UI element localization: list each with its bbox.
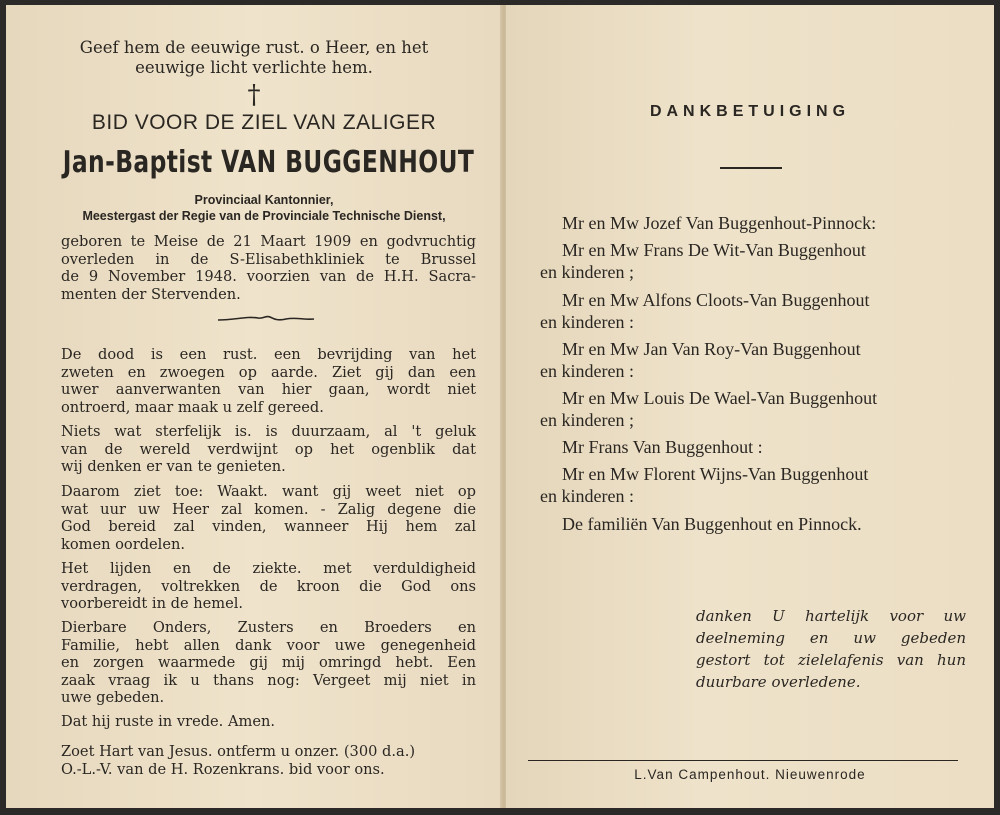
family-entry-cont: en kinderen ; (540, 410, 634, 430)
family-entry-cont: en kinderen : (540, 361, 634, 381)
title-dash (720, 167, 782, 169)
printer-credit: L.Van Campenhout. Nieuwenrode (634, 767, 866, 782)
family-entry: Mr en Mw Alfons Cloots-Van Buggenhout (562, 290, 870, 310)
ornament-divider-icon (216, 312, 316, 326)
family-entry: Mr en Mw Louis De Wael-Van Buggenhout (562, 388, 878, 408)
family-entry: De familiën Van Buggenhout en Pinnock. (562, 514, 862, 534)
family-entry: Mr en Mw Jozef Van Buggenhout-Pinnock: (562, 213, 877, 233)
right-panel (506, 5, 994, 808)
family-entry: Mr en Mw Jan Van Roy-Van Buggenhout (562, 339, 861, 359)
closing-line: Dat hij ruste in vrede. Amen. (61, 713, 276, 730)
family-entry-cont: en kinderen : (540, 486, 634, 506)
opening-prayer: Geef hem de eeuwige rust. o Heer, en het eeuwige licht verlichte hem. (79, 38, 429, 77)
deceased-name: Jan-Baptist VAN BUGGENHOUT (62, 145, 475, 180)
paragraph-2: Niets wat sterfelijk is. is duurzaam, al 't geluk van de wereld verdwijnt op het ogenblik dat wij denken er van te genieten. (61, 423, 476, 475)
paragraph-5: Dierbare Onders, Zusters en Broeders en Familie, hebt allen dank voor uwe genegenheid en zorgen waarmede gij mij omringd hebt. Een zaak vraag ik u thans nog: Vergeet mij niet in uwe gebeden. (61, 619, 476, 706)
invocations: Zoet Hart van Jesus. ontferm u onzer. (300 d.a.) O.-L.-V. van de H. Rozenkrans. bid voor ons. (61, 743, 416, 778)
memorial-card (6, 5, 994, 808)
family-entry-cont: en kinderen ; (540, 262, 634, 282)
printer-rule (528, 760, 958, 761)
paragraph-1: De dood is een rust. een bevrijding van het zweten en zwoegen op aarde. Ziet gij dan een uwer aanverwanten van hier gaan, wordt niet ontroerd, maar maak u zelf gereed. (61, 346, 476, 416)
family-entry-cont: en kinderen : (540, 312, 634, 332)
function-line-1: Provinciaal Kantonnier, (194, 193, 334, 207)
family-entry: Mr Frans Van Buggenhout : (562, 437, 763, 457)
family-entry: Mr en Mw Florent Wijns-Van Buggenhout (562, 464, 869, 484)
prayer-heading: BID VOOR DE ZIEL VAN ZALIGER (91, 111, 437, 134)
left-panel (6, 5, 502, 808)
birth-death-text: geboren te Meise de 21 Maart 1909 en godvruchtig overleden in de S-Elisabethkliniek te Brussel de 9 November 1948. voorzien van de H.H. Sacra- menten der Stervenden. (61, 233, 476, 303)
family-entry: Mr en Mw Frans De Wit-Van Buggenhout (562, 240, 866, 260)
cross-icon: † (247, 80, 261, 110)
function-line-2: Meestergast der Regie van de Provinciale Technische Dienst, (82, 209, 446, 223)
paragraph-3: Daarom ziet toe: Waakt. want gij weet niet op wat uur uw Heer zal komen. - Zalig degene die God bereid zal vinden, wanneer Hij hem zal komen oordelen. (61, 483, 476, 553)
paragraph-4: Het lijden en de ziekte. met verduldigheid verdragen, voltrekken de kroon die God ons voorbereidt in de hemel. (61, 560, 476, 612)
thanks-text: danken U hartelijk voor uw deelneming en uw gebeden gestort tot zielelafenis van hun duurbare overledene. (696, 607, 966, 691)
thanks-title: DANKBETUIGING (649, 103, 851, 120)
